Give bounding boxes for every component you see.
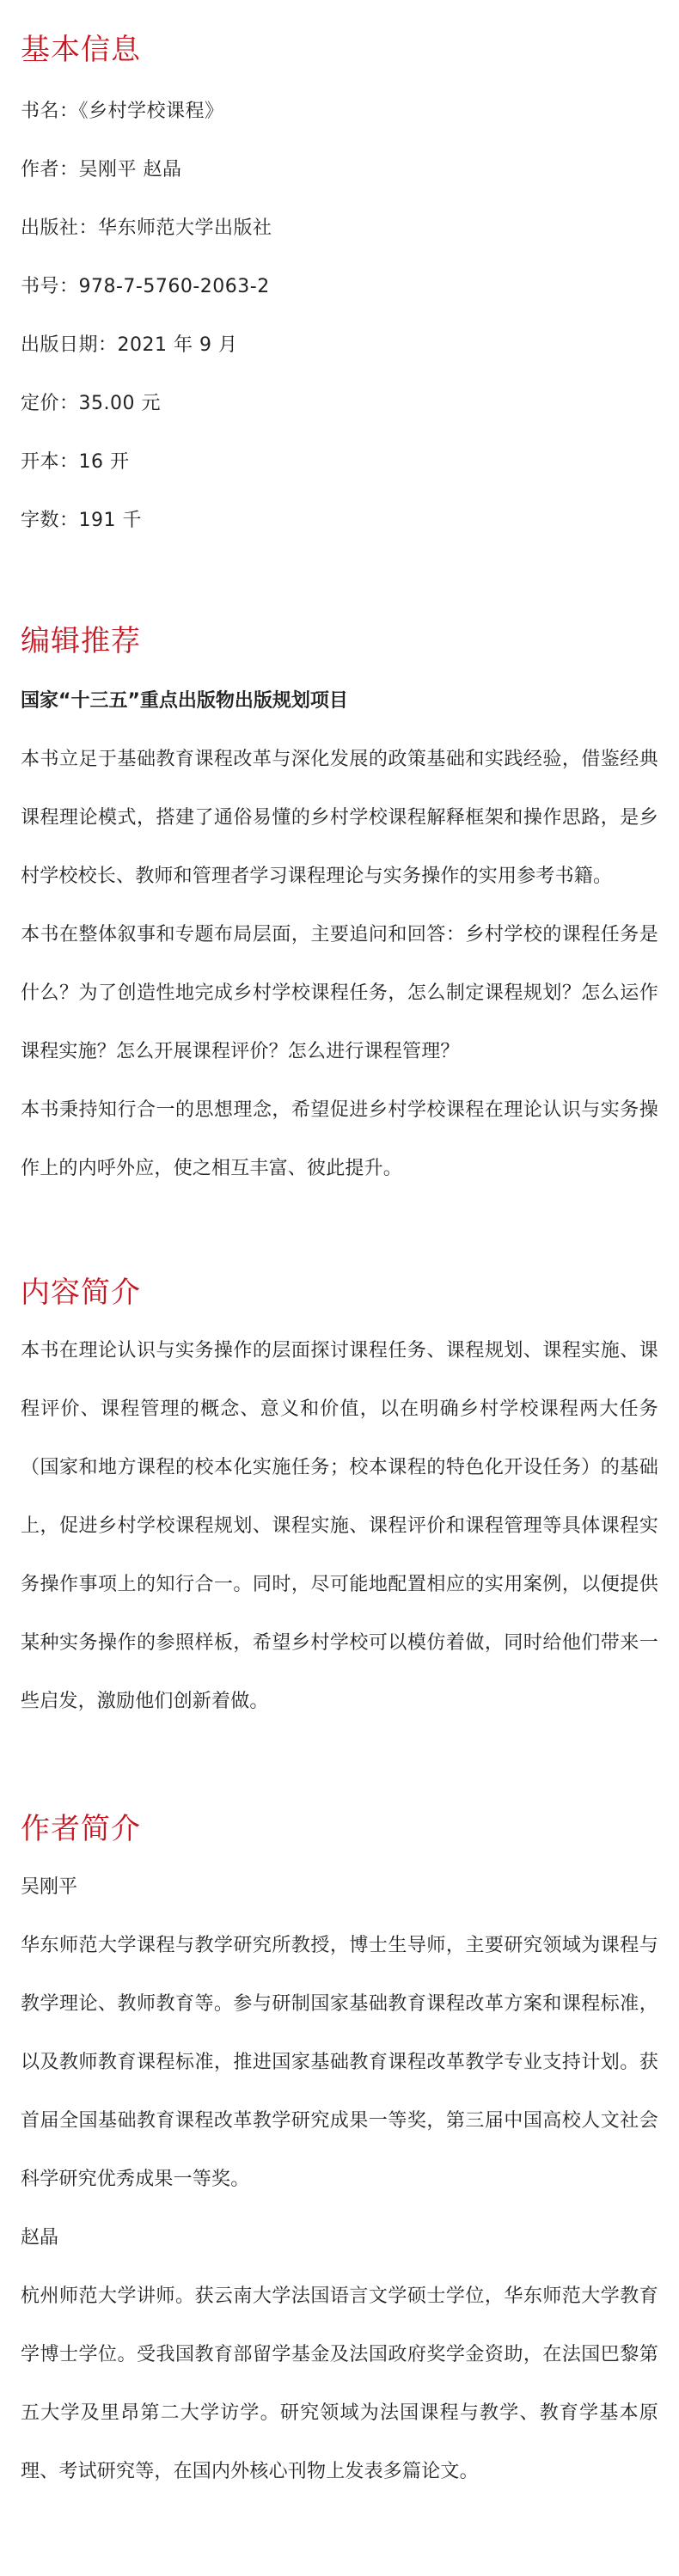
editor-recommendation-subtitle: 国家“十三五”重点出版物出版规划项目 <box>21 690 348 712</box>
content-summary-paragraph: 本书在理论认识与实务操作的层面探讨课程任务、课程规划、课程实施、课程评价、课程管理的概念、意义和价值，以在明确乡村学校课程两大任务（国家和地方课程的校本化实施任务；校本课程的特色化开设任务）的基础上，促进乡村学校课程规划、课程实施、课程评价和课程管理等具体课程实务操作事项上的知行合一。同时，尽可能地配置相应的实用案例，以便提供某种实务操作的参照样板，希望乡村学校可以模仿着做，同时给他们带来一些启发，激励他们创新着做。 <box>21 1340 658 1712</box>
author-intro-title: 作者简介 <box>21 1812 141 1846</box>
editor-recommendation-paragraph: 本书秉持知行合一的思想理念，希望促进乡村学校课程在理论认识与实务操作上的内呼外应，使之相互丰富、彼此提升。 <box>21 1099 658 1179</box>
editor-recommendation-paragraph: 本书在整体叙事和专题布局层面，主要追问和回答：乡村学校的课程任务是什么？为了创造性地完成乡村学校课程任务，怎么制定课程规划？怎么运作课程实施？怎么开展课程评价？怎么进行课程管理？ <box>21 924 658 1062</box>
author-bio: 华东师范大学课程与教学研究所教授，博士生导师，主要研究领域为课程与教学理论、教师教育等。参与研制国家基础教育课程改革方案和课程标准，以及教师教育课程标准，推进国家基础教育课程改革教学专业支持计划。获首届全国基础教育课程改革教学研究成果一等奖，第三届中国高校人文社会科学研究优秀成果一等奖。 <box>21 1935 658 2190</box>
info-row-isbn: 书号：978-7-5760-2063-2 <box>21 276 270 297</box>
editor-recommendation-section <box>21 621 658 1198</box>
basic-info-title: 基本信息 <box>21 33 141 67</box>
info-row-word-count: 字数：191 千 <box>21 510 142 531</box>
content-summary-title: 内容简介 <box>21 1276 141 1310</box>
info-row-publisher: 出版社：华东师范大学出版社 <box>21 217 272 239</box>
basic-info-section <box>21 29 658 550</box>
info-row-format: 开本：16 开 <box>21 451 130 473</box>
editor-recommendation-title: 编辑推荐 <box>21 624 141 658</box>
author-name: 赵晶 <box>21 2227 59 2249</box>
author-bio: 杭州师范大学讲师。获云南大学法国语言文学硕士学位，华东师范大学教育学博士学位。受我国教育部留学基金及法国政府奖学金资助，在法国巴黎第五大学及里昂第二大学访学。研究领域为法国课程与教学、教育学基本原理、考试研究等，在国内外核心刊物上发表多篇论文。 <box>21 2285 658 2482</box>
info-row-publish-date: 出版日期：2021 年 9 月 <box>21 334 238 356</box>
author-intro-section <box>21 1808 658 2501</box>
author-name: 吴刚平 <box>21 1876 78 1898</box>
content-summary-section <box>21 1272 658 1731</box>
info-row-author: 作者：吴刚平 赵晶 <box>21 159 182 181</box>
info-row-price: 定价：35.00 元 <box>21 393 161 414</box>
basic-info-list <box>21 83 658 550</box>
info-row-book-title: 书名：《乡村学校课程》 <box>21 101 224 122</box>
editor-recommendation-paragraph: 本书立足于基础教育课程改革与深化发展的政策基础和实践经验，借鉴经典课程理论模式，搭建了通俗易懂的乡村学校课程解释框架和操作思路，是乡村学校校长、教师和管理者学习课程理论与实务操作的实用参考书籍。 <box>21 749 658 887</box>
